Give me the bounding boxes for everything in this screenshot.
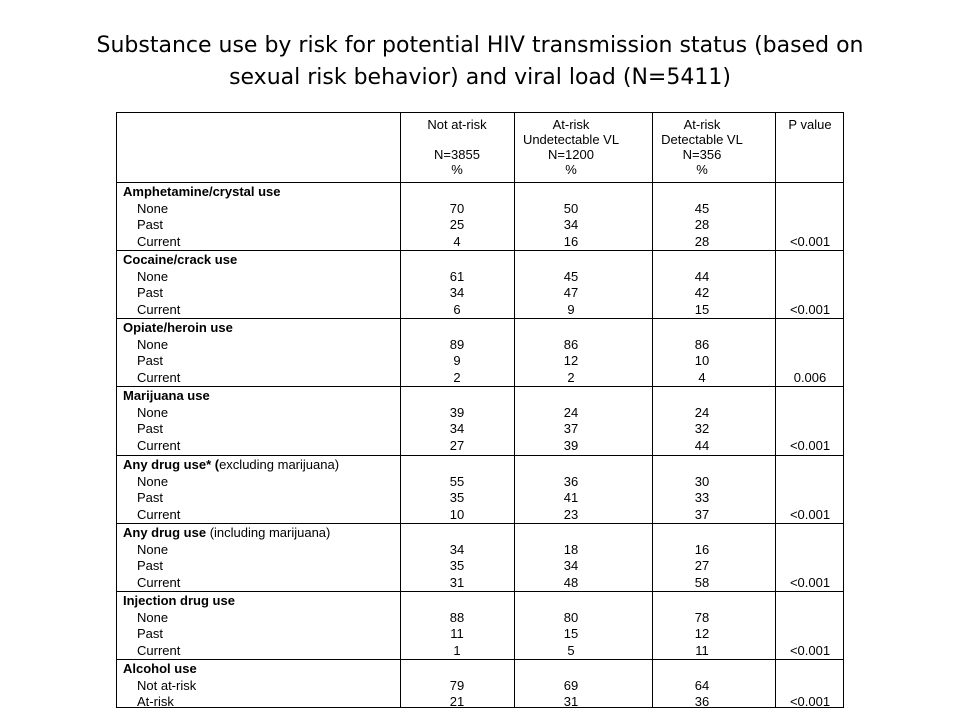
- row-label: Current: [137, 437, 181, 453]
- table-cell: 23: [563, 506, 579, 522]
- section-title-text: Injection drug use: [123, 593, 235, 608]
- table-cell: 64: [694, 677, 710, 693]
- section-title-text: Amphetamine/crystal use: [123, 184, 281, 199]
- row-label: Past: [137, 626, 164, 641]
- table-cell: 18: [563, 541, 579, 557]
- column-header-line: Detectable VL: [661, 132, 743, 147]
- table-cell: 34: [449, 285, 465, 300]
- table-cell: 36: [694, 694, 710, 709]
- column-header: [750, 117, 870, 177]
- table-cell: 4: [698, 369, 706, 385]
- table-cell: 79: [449, 677, 465, 693]
- table-cell: 12: [563, 353, 579, 368]
- row-label: Past: [137, 285, 164, 300]
- column-divider: [514, 113, 515, 707]
- row-label: Not at-risk: [137, 677, 197, 693]
- p-value: <0.001: [789, 437, 831, 453]
- table-cell: 39: [563, 437, 579, 453]
- table-cell: 34: [449, 541, 465, 557]
- table-cell: 10: [449, 506, 465, 522]
- section-title-text: Opiate/heroin use: [123, 320, 233, 335]
- row-label: Past: [137, 490, 164, 505]
- table-cell: 2: [453, 369, 461, 385]
- row-label: Current: [137, 642, 181, 658]
- table-cell: 28: [694, 217, 710, 232]
- row-label: Current: [137, 369, 181, 385]
- row-label: Current: [137, 506, 181, 522]
- table-cell: 48: [563, 574, 579, 590]
- section-title: [123, 251, 237, 268]
- column-header: [511, 117, 631, 177]
- column-header-line: [397, 132, 517, 147]
- section-divider: [117, 659, 843, 660]
- table-cell: 24: [563, 404, 579, 420]
- column-header-line: At-risk: [683, 117, 721, 132]
- row-label: None: [137, 541, 169, 557]
- column-header-line: P value: [788, 117, 832, 132]
- table-cell: 55: [449, 473, 465, 489]
- column-header-line: N=1200: [548, 147, 594, 162]
- section-title: [123, 387, 210, 404]
- p-value: <0.001: [789, 233, 831, 249]
- table-cell: 39: [449, 404, 465, 420]
- table-cell: 78: [694, 609, 710, 625]
- table-cell: 1: [453, 642, 461, 658]
- section-title: [123, 524, 330, 541]
- p-value: 0.006: [793, 369, 827, 385]
- table-cell: 37: [563, 421, 579, 436]
- table-cell: 45: [563, 268, 579, 284]
- column-header-line: %: [451, 162, 463, 177]
- p-value: <0.001: [789, 694, 831, 709]
- row-label: None: [137, 473, 169, 489]
- table-cell: 37: [694, 506, 710, 522]
- table-cell: 16: [694, 541, 710, 557]
- table-cell: 34: [563, 558, 579, 573]
- section-title: [123, 456, 339, 473]
- row-label: Past: [137, 217, 164, 232]
- column-header-line: %: [696, 162, 708, 177]
- table-cell: 70: [449, 200, 465, 216]
- table-cell: 47: [563, 285, 579, 300]
- column-divider: [652, 113, 653, 707]
- table-cell: 80: [563, 609, 579, 625]
- slide-title-line-2: sexual risk behavior) and viral load (N=5411): [229, 65, 731, 90]
- table-cell: 36: [563, 473, 579, 489]
- table-cell: 88: [449, 609, 465, 625]
- section-title-suffix: excluding marijuana): [219, 457, 340, 472]
- table-cell: 24: [694, 404, 710, 420]
- table-cell: 2: [567, 369, 575, 385]
- column-divider: [400, 113, 401, 707]
- section-title-text: Alcohol use: [123, 661, 197, 676]
- section-title-suffix: (including marijuana): [206, 525, 331, 540]
- table-cell: 31: [563, 694, 579, 709]
- section-title: [123, 183, 281, 200]
- column-header-line: Not at-risk: [427, 117, 487, 132]
- table-cell: 33: [694, 490, 710, 505]
- table-cell: 15: [563, 626, 579, 641]
- table-cell: 16: [563, 233, 579, 249]
- table-cell: 50: [563, 200, 579, 216]
- row-label: Current: [137, 233, 181, 249]
- row-label: None: [137, 336, 169, 352]
- table-cell: 58: [694, 574, 710, 590]
- section-title: [123, 660, 197, 677]
- table-cell: 34: [563, 217, 579, 232]
- row-label: Past: [137, 353, 164, 368]
- column-header-line: N=356: [682, 147, 722, 162]
- table-cell: 35: [449, 490, 465, 505]
- table-cell: 42: [694, 285, 710, 300]
- table-cell: 45: [694, 200, 710, 216]
- p-value: <0.001: [789, 642, 831, 658]
- table-cell: 30: [694, 473, 710, 489]
- column-header-line: At-risk: [552, 117, 590, 132]
- table-cell: 11: [450, 626, 464, 641]
- column-header-line: Undetectable VL: [522, 132, 620, 147]
- section-divider: [117, 386, 843, 387]
- table-cell: 86: [694, 336, 710, 352]
- row-label: Past: [137, 421, 164, 436]
- section-title-text: Any drug use: [123, 525, 207, 540]
- table-cell: 86: [563, 336, 579, 352]
- row-label: None: [137, 200, 169, 216]
- table-cell: 5: [567, 642, 575, 658]
- column-header-line: [750, 147, 870, 162]
- table-cell: 12: [694, 626, 710, 641]
- column-header: [642, 117, 762, 177]
- column-divider: [775, 113, 776, 707]
- row-label: None: [137, 268, 169, 284]
- slide-title: [0, 30, 960, 94]
- column-header: [397, 117, 517, 177]
- p-value: <0.001: [789, 574, 831, 590]
- column-header-line: N=3855: [434, 147, 480, 162]
- table-cell: 10: [694, 353, 710, 368]
- table-cell: 69: [563, 677, 579, 693]
- column-header-line: %: [565, 162, 577, 177]
- table-cell: 9: [453, 353, 461, 368]
- table-cell: 15: [694, 301, 710, 317]
- table-cell: 27: [694, 558, 710, 573]
- table-cell: 28: [694, 233, 710, 249]
- table-cell: 34: [449, 421, 465, 436]
- section-title-text: Marijuana use: [123, 388, 210, 403]
- row-label: Past: [137, 558, 164, 573]
- table-cell: 89: [449, 336, 465, 352]
- table-cell: 9: [567, 301, 575, 317]
- row-label: Current: [137, 574, 181, 590]
- table-cell: 11: [695, 642, 709, 658]
- table-cell: 25: [449, 217, 465, 232]
- row-label: None: [137, 609, 169, 625]
- column-header-line: [750, 132, 870, 147]
- table-cell: 32: [694, 421, 710, 436]
- row-label: At-risk: [137, 694, 174, 709]
- table-cell: 6: [453, 301, 461, 317]
- table-cell: 61: [449, 268, 465, 284]
- table-cell: 31: [449, 574, 465, 590]
- table-cell: 44: [694, 268, 710, 284]
- p-value: <0.001: [789, 506, 831, 522]
- column-header-line: [750, 162, 870, 177]
- table-cell: 21: [449, 694, 465, 709]
- table-cell: 4: [453, 233, 461, 249]
- table-cell: 27: [449, 437, 465, 453]
- substance-use-table: [116, 112, 844, 708]
- table-cell: 35: [449, 558, 465, 573]
- section-title-text: Cocaine/crack use: [123, 252, 238, 267]
- row-label: None: [137, 404, 169, 420]
- slide-title-line-1: Substance use by risk for potential HIV transmission status (based on: [96, 33, 864, 58]
- section-title: [123, 592, 235, 609]
- table-cell: 41: [563, 490, 579, 505]
- table-cell: 44: [694, 437, 710, 453]
- section-title-text: Any drug use* (: [123, 457, 220, 472]
- row-label: Current: [137, 301, 181, 317]
- section-title: [123, 319, 233, 336]
- p-value: <0.001: [789, 301, 831, 317]
